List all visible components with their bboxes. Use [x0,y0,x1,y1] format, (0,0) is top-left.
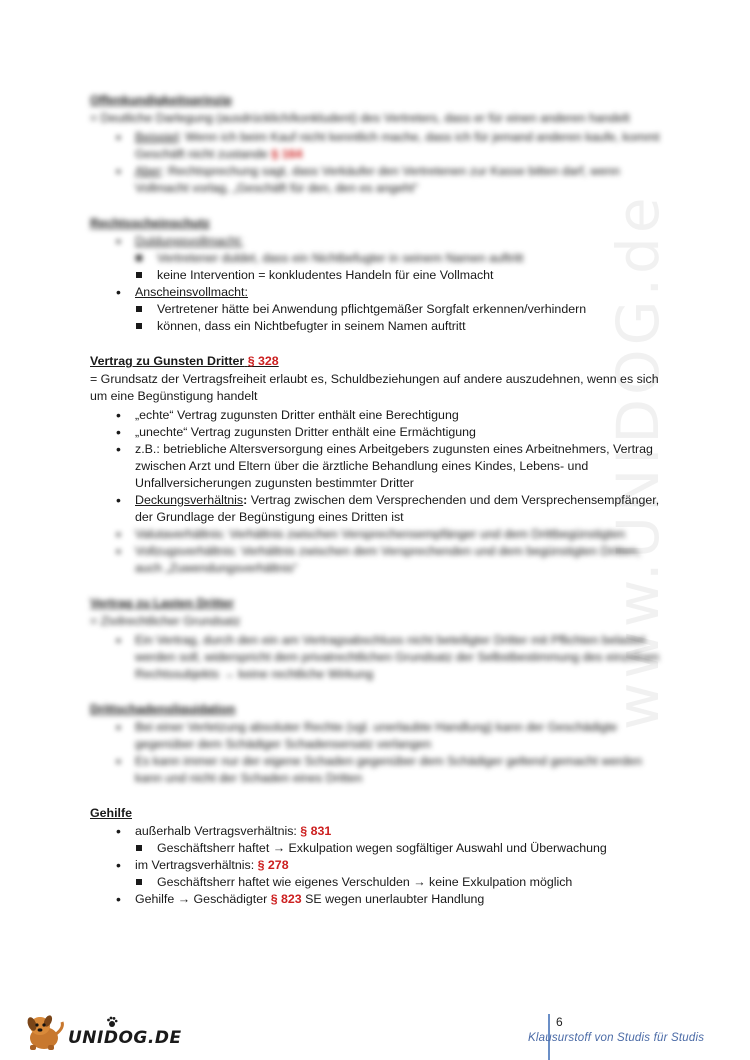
list-subitem: Geschäftsherr haftet wie eigenes Verschulden → keine Exkulpation möglich [90,874,660,891]
section-heading: Gehilfe [90,806,132,820]
section-gehilfe [90,805,660,908]
section-heading: Rechtsscheinschutz [90,216,210,230]
section-rechtsscheinschutz [90,215,660,335]
list-item: • „unechte“ Vertrag zugunsten Dritter enthält eine Ermächtigung [116,424,476,440]
section-heading: Vertrag zu Lasten Dritter [90,596,234,610]
list-item: • Gehilfe → Geschädigter § 823 SE wegen unerlaubter Handlung [116,891,485,907]
section-intro: = Grundsatz der Vertragsfreiheit erlaubt es, Schuldbeziehungen auf andere auszudehnen, wenn es sich um eine Begünstigung handelt [90,372,659,403]
list-item: • Es kann immer nur der eigene Schaden gegenüber dem Schädiger geltend gemacht werden kann und nicht der Schaden eines Dritten [116,753,642,785]
list-subitem: Geschäftsherr haftet → Exkulpation wegen sogfältiger Auswahl und Überwachung [90,840,660,857]
list-item: • Aber: Rechtsprechung sagt, dass Verkäufer den Vertretenen zur Kasse bitten darf, wenn Vollmacht vorlag, „Geschäft für den, den es angeht“ [116,163,620,195]
footer-tagline: Klausurstoff von Studis für Studis [528,1032,705,1044]
paw-icon [106,1016,118,1028]
logo-text: UNIDOG.DE [68,1028,182,1048]
list-item: • „echte“ Vertrag zugunsten Dritter enthält eine Berechtigung [116,407,459,423]
list-item: • Duldungsvollmacht: [116,233,244,249]
list-item: • Beispiel: Wenn ich beim Kauf nicht kenntlich mache, dass ich für jemand anderen kaufe, kommt Geschäft nicht zustande § 164 [116,129,660,161]
list-item: • z.B.: betriebliche Altersversorgung eines Arbeitgebers zugunsten eines Arbeitnehmers, Vertrag zwischen Arzt und Eltern über die ärztliche Behandlung eines Kindes, Lebens- und Unfallversicherungen zugunsten bestimmter Dritter [116,441,653,490]
unidog-logo [22,1012,182,1052]
list-item: • Deckungsverhältnis: Vertrag zwischen dem Versprechenden und dem Versprechensempfänger, der Grundlage der Begünstigung eines Dritten ist [116,492,660,524]
watermark: www.UNIDOG.de [604,193,672,730]
section-vertrag-zu-lasten-dritter [90,595,660,683]
list-item: • Bei einer Verletzung absoluter Rechte (vgl. unerlaubte Handlung) kann der Geschädigte gegenüber dem Schädiger Schadensersatz verlangen [116,719,618,751]
section-offenkundigkeitsprinzip [90,92,660,197]
section-heading: Drittschadensliquidation [90,702,236,716]
list-subitem: keine Intervention = konkludentes Handeln für eine Vollmacht [90,267,660,284]
section-drittschadensliquidation [90,701,660,787]
page-number: 6 [556,1015,563,1029]
list-item: • außerhalb Vertragsverhältnis: § 831 [116,823,332,839]
list-item: • Vollzugsverhältnis: Verhältnis zwischen dem Versprechenden und dem begünstigten Dritten, auch „Zuwendungsverhältnis“ [116,543,641,575]
section-intro: = Zivilrechtlicher Grundsatz [90,614,241,628]
list-item: • im Vertragsverhältnis: § 278 [116,857,289,873]
list-subitem: Vertretener duldet, dass ein Nichtbefugter in seinem Namen auftritt [90,250,660,267]
document-body [90,92,660,926]
section-vertrag-zu-gunsten-dritter [90,353,660,577]
list-item: • Anscheinsvollmacht: [116,284,248,300]
dog-icon [22,1012,66,1052]
list-item: • Ein Vertrag, durch den ein am Vertragsabschluss nicht beteiligter Dritter mit Pflichten belastet werden soll, widerspricht dem privatrechtlichen Grundsatz der Selbstbestimmung des einzelnen Rechtssubjekts → keine rechtliche Wirkung [116,632,660,681]
section-heading: Vertrag zu Gunsten Dritter § 328 [90,354,279,368]
list-item: • Valutaverhältnis: Verhältnis zwischen Versprechensempfänger und dem Drittbegünstigten [116,526,626,542]
list-subitem: können, dass ein Nichtbefugter in seinem Namen auftritt [90,318,660,335]
list-subitem: Vertretener hätte bei Anwendung pflichtgemäßer Sorgfalt erkennen/verhindern [90,301,660,318]
section-heading: Offenkundigkeitsprinzip [90,93,232,107]
section-intro: = Deutliche Darlegung (ausdrücklich/konkludent) des Vertreters, dass er für einen anderen handelt [90,111,630,125]
